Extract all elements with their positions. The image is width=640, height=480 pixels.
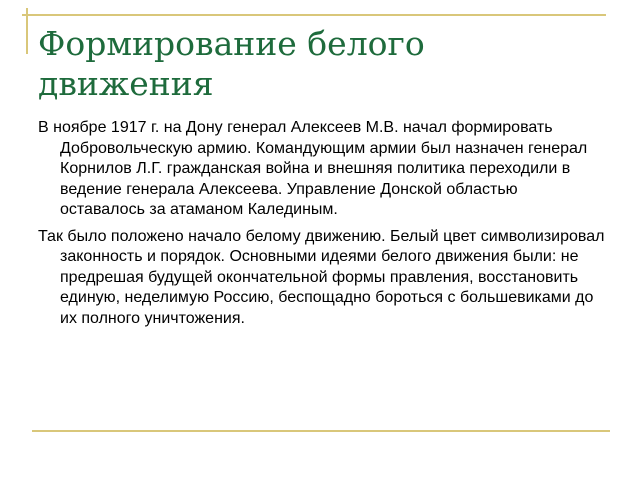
top-accent-rule <box>22 14 606 16</box>
bottom-accent-rule <box>32 430 610 432</box>
slide-title: Формирование белого движения <box>38 24 425 103</box>
paragraph-white-movement: Так было положено начало белому движению. Белый цвет символизировал законность и порядок. Основными идеями белого движения были: не предрешая будущей окончательной формы правления, восстановить единую, неделимую Россию, беспощадно бороться с большевиками до их полного уничтожения. <box>38 227 605 327</box>
left-accent-rule <box>26 8 28 54</box>
slide-body <box>38 118 606 335</box>
paragraph-volunteer-army: В ноябре 1917 г. на Дону генерал Алексеев М.В. начал формировать Добровольческую армию. Командующим армии был назначен генерал Корнилов Л.Г. гражданская война и внешняя политика переходили в ведение генерала Алексеева. Управление Донской областью оставалось за атаманом Калединым. <box>38 119 588 218</box>
